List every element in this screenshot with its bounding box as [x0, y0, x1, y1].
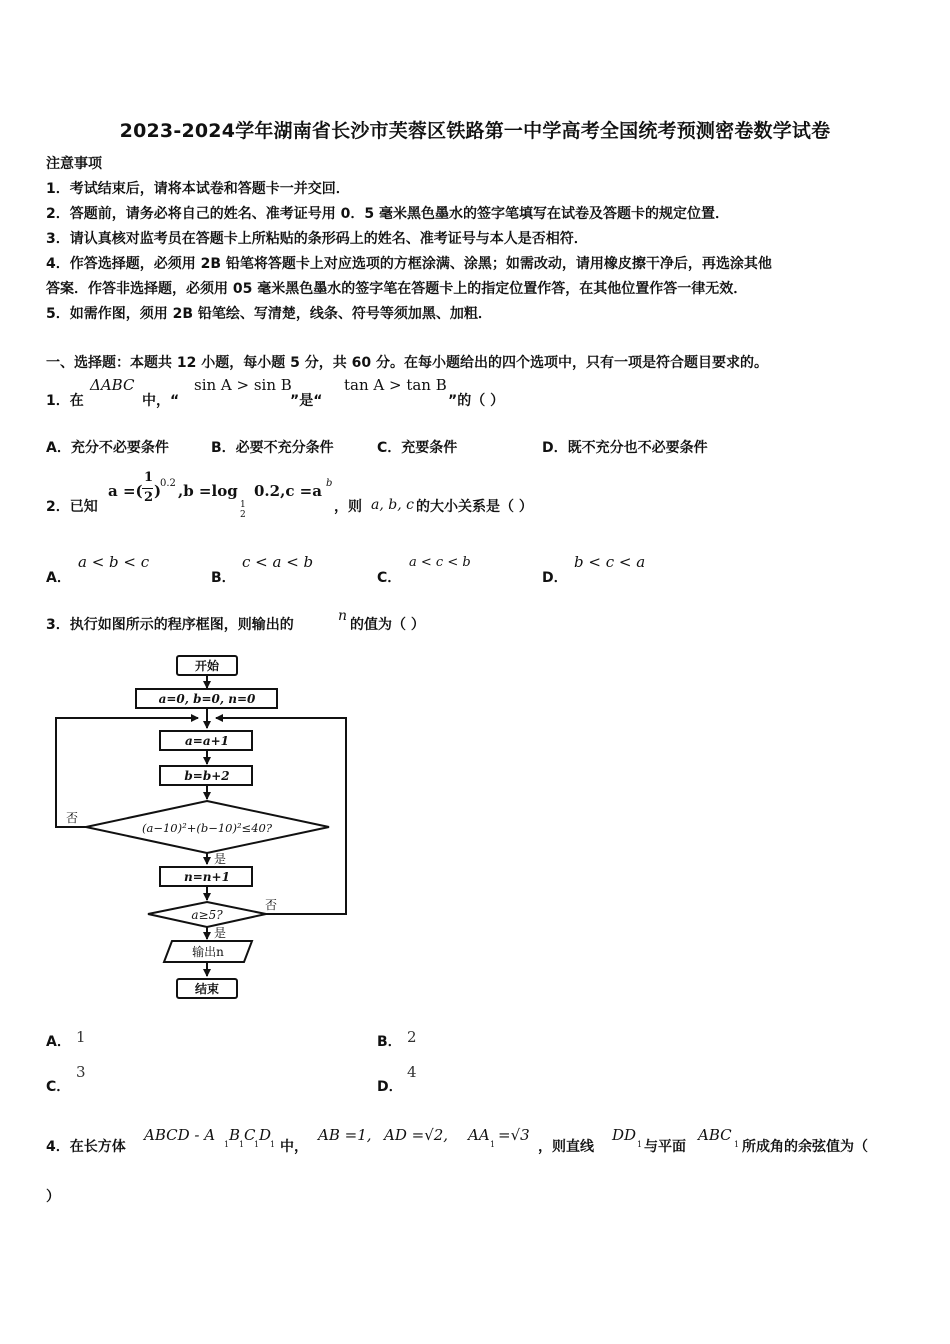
q2-option-b[interactable]: B． c < a < b: [211, 553, 314, 586]
q4-ab: AB =1,: [318, 1126, 372, 1144]
q2-prefix: 2．已知: [46, 499, 98, 515]
q2-c-exp: b: [326, 478, 333, 489]
q2-vars: a, b, c: [371, 497, 414, 513]
q2-frac-den: 2: [144, 490, 154, 505]
q4-plane: ABC: [698, 1126, 732, 1144]
notice-item-4-cont: 答案．作答非选择题，必须用 05 毫米黑色墨水的签字笔在答题卡上的指定位置作答，在其他位置作答一律无效．: [46, 281, 748, 297]
q2-b-rest: 0.2,c =a: [254, 482, 322, 500]
q1-option-b[interactable]: B．必要不充分条件: [211, 440, 334, 456]
q1-triangle: ΔABC: [90, 376, 135, 394]
q4-solid-main: ABCD - A: [144, 1126, 216, 1144]
q2-log-base-den: 2: [240, 510, 246, 520]
flow-step-n-label: n=n+1: [184, 870, 230, 884]
q4-close: ）: [46, 1189, 60, 1205]
q4-mid1: 中，: [280, 1139, 308, 1155]
section-heading: 一、选择题：本题共 12 小题，每小题 5 分，共 60 分。在每小题给出的四个选项中，只有一项是符合题目要求的。: [46, 355, 768, 371]
q1-suffix: ”的（ ）: [448, 393, 505, 409]
flow-yes2-label: 是: [214, 926, 227, 940]
q1-cond2: tan A > tan B: [344, 376, 447, 394]
q3-prefix: 3．执行如图所示的程序框图，则输出的: [46, 617, 294, 633]
flow-end-label: 结束: [194, 982, 220, 996]
notice-item-1: 1．考试结束后，请将本试卷和答题卡一并交回．: [46, 181, 350, 197]
flow-cond2-label: a≥5?: [191, 908, 223, 922]
q4-solid-b: B: [229, 1126, 241, 1144]
flow-cond1-label: (a−10)²+(b−10)²≤40?: [142, 821, 272, 835]
q1-option-a[interactable]: A．充分不必要条件: [46, 440, 169, 456]
notice-item-3: 3．请认真核对监考员在答题卡上所粘贴的条形码上的姓名、准考证号与本人是否相符．: [46, 231, 588, 247]
notice-heading: 注意事项: [46, 156, 102, 172]
q2-option-d[interactable]: D． b < c < a: [542, 553, 646, 586]
q2-mid: ，则: [334, 499, 362, 515]
flow-start-label: 开始: [194, 659, 220, 673]
page-title: 2023-2024学年湖南省长沙市芙蓉区铁路第一中学高考全国统考预测密卷数学试卷: [119, 120, 831, 142]
q4-solid-sub1: 1: [224, 1140, 230, 1149]
q4-dd-sub: 1: [637, 1140, 643, 1149]
q4-mid3: 与平面: [644, 1139, 686, 1155]
q1-mid1: 中，“: [142, 393, 180, 409]
q2-frac-num: 1: [144, 470, 154, 485]
flow-output-label: 输出n: [192, 945, 224, 959]
q2-option-c[interactable]: C． a < c < b: [377, 555, 471, 586]
q4-aa-val: =√3: [498, 1126, 530, 1144]
flow-no1-label: 否: [66, 811, 79, 825]
q4-dd: DD: [612, 1126, 637, 1144]
q1-prefix: 1．在: [46, 393, 84, 409]
q1-mid2: ”是“: [290, 393, 323, 409]
q2-option-a[interactable]: A． a < b < c: [46, 553, 150, 586]
q1-option-d[interactable]: D．既不充分也不必要条件: [542, 440, 708, 456]
notice-item-5: 5．如需作图，须用 2B 铅笔绘、写清楚，线条、符号等须加黑、加粗．: [46, 306, 492, 322]
q2-b-start: ,b =log: [178, 482, 238, 500]
q4-solid-sub2: 1: [239, 1140, 245, 1149]
q2-log-base-num: 1: [240, 500, 246, 510]
q1-option-c[interactable]: C．充要条件: [377, 440, 458, 456]
flow-init-label: a=0, b=0, n=0: [158, 692, 256, 706]
q4-suffix: 所成角的余弦值为（: [742, 1139, 868, 1155]
flow-no2-label: 否: [265, 898, 278, 912]
q2-suffix: 的大小关系是（ ）: [416, 499, 533, 515]
q2-a-close: ): [154, 482, 162, 500]
q3-suffix: 的值为（ ）: [350, 617, 425, 633]
q4-solid-sub3: 1: [254, 1140, 260, 1149]
q4-ad: AD =√2,: [384, 1126, 449, 1144]
flow-step-a-label: a=a+1: [184, 734, 230, 748]
question-4: [46, 1124, 906, 1154]
q2-a-exp: 0.2: [160, 478, 176, 489]
q4-aa-sub: 1: [490, 1140, 496, 1149]
q4-solid-d: D: [259, 1126, 272, 1144]
q4-mid2: ，则直线: [538, 1139, 594, 1155]
q4-plane-sub: 1: [734, 1140, 740, 1149]
flow-yes1-label: 是: [214, 852, 227, 866]
q4-prefix: 4．在长方体: [46, 1139, 126, 1155]
notice-item-2: 2．答题前，请务必将自己的姓名、准考证号用 0．5 毫米黑色墨水的签字笔填写在试卷及答题卡的规定位置．: [46, 206, 729, 222]
q4-solid-sub4: 1: [270, 1140, 276, 1149]
q2-a-start: a =(: [108, 482, 143, 500]
q4-aa: AA: [468, 1126, 490, 1144]
notice-item-4: 4．作答选择题，必须用 2B 铅笔将答题卡上对应选项的方框涂满、涂黑；如需改动，请用橡皮擦干净后，再选涂其他: [46, 256, 772, 272]
q4-solid-c: C: [244, 1126, 256, 1144]
q1-cond1: sin A > sin B: [194, 376, 292, 394]
q3-var: n: [338, 608, 348, 624]
flow-step-b-label: b=b+2: [184, 769, 230, 783]
